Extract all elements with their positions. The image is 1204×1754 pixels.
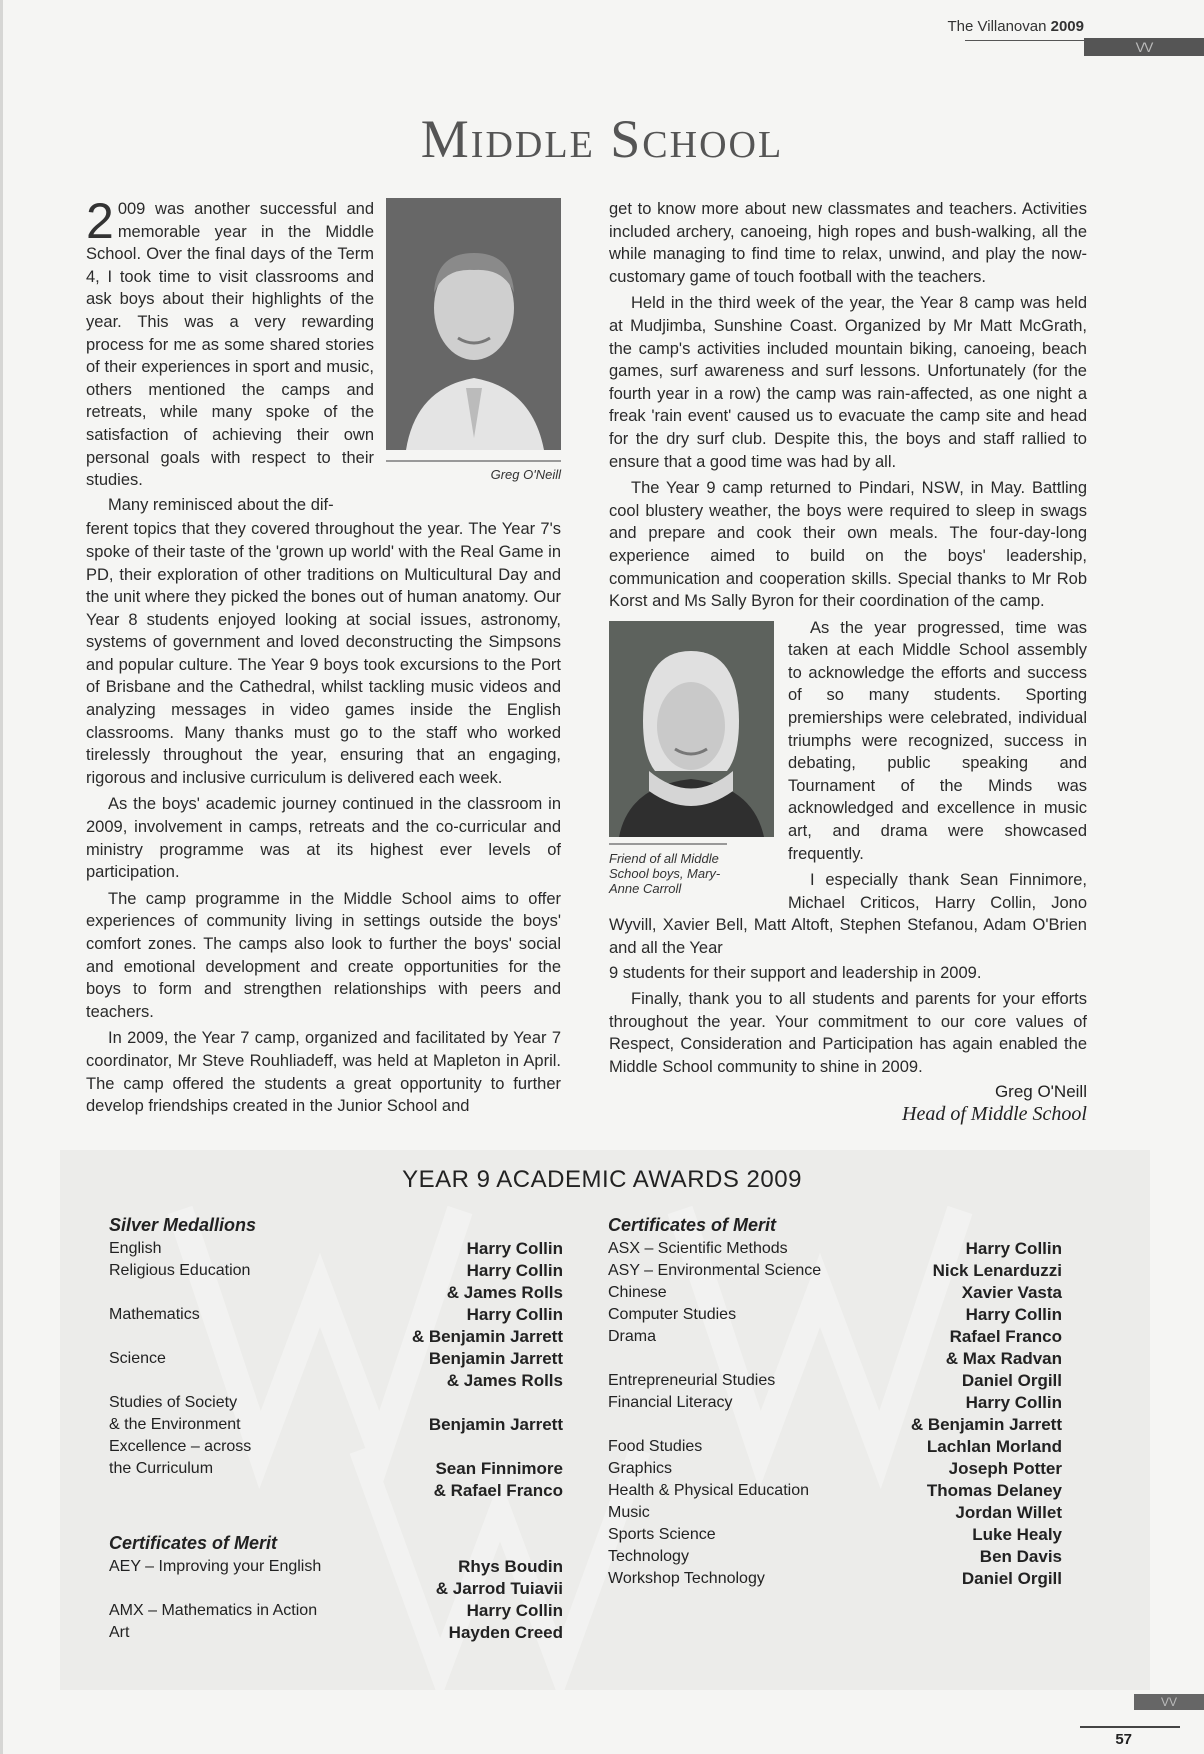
photo2-caption: Friend of all Middle School boys, Mary-Anne Carroll	[609, 850, 721, 896]
footer-logo: VV	[1134, 1694, 1204, 1710]
page-title: Middle School	[420, 109, 784, 169]
award-subject: Drama	[608, 1328, 657, 1345]
award-subject: Technology	[608, 1548, 689, 1565]
award-row	[608, 1370, 1062, 1392]
award-winner: Thomas Delaney	[926, 1481, 1062, 1500]
award-winner: Nick Lenarduzzi	[932, 1261, 1062, 1280]
award-row	[109, 1238, 563, 1260]
award-row	[608, 1392, 1062, 1436]
award-row	[608, 1502, 1062, 1524]
award-winner: Harry Collin	[466, 1239, 563, 1258]
header-logo: VV	[1084, 38, 1204, 56]
award-row	[608, 1480, 1062, 1502]
paragraph-10a: I especially thank Sean Finnimore, Michael Criticos, Harry Collin, Jono Wyvill, Xavier Bell, Matt Altoft, Stephen Stefanou, Adam O'Brien and all the Year	[609, 871, 1087, 957]
award-winner: Daniel Orgill	[961, 1371, 1062, 1390]
award-winner: Benjamin Jarrett & James Rolls	[428, 1349, 563, 1390]
award-winner: Harry Collin	[965, 1239, 1062, 1258]
award-winner: Ben Davis	[979, 1547, 1062, 1566]
award-winner: Harry Collin & Benjamin Jarrett	[411, 1305, 563, 1346]
paragraph-7: Held in the third week of the year, the Year 8 camp was held at Mudjimba, Sunshine Coast. Organized by Mr Matt McGrath, the camp's activities included mountain biking, canoeing, beach games, surf awareness and surf lessons. Unfortunately (for the fourth year in a row) the camp was rain-affected, as one night a freak 'rain event' caused us to evacuate the camp site and head for the dry surf club. Despite this, the boys and staff rallied to ensure that a good time was had by all.	[609, 294, 1087, 471]
award-winner: Harry Collin & Benjamin Jarrett	[910, 1393, 1062, 1434]
certificates-left-heading: Certificates of Merit	[109, 1533, 278, 1553]
award-subject: AMX – Mathematics in Action	[109, 1602, 318, 1619]
award-subject: Health & Physical Education	[608, 1482, 809, 1499]
award-row	[608, 1238, 1062, 1260]
award-subject: Religious Education	[109, 1262, 251, 1279]
publication-name: The Villanovan	[947, 18, 1047, 35]
award-subject: Mathematics	[109, 1306, 200, 1323]
page-edge	[0, 0, 3, 1754]
award-winner: Daniel Orgill	[961, 1569, 1062, 1588]
award-subject: Financial Literacy	[608, 1394, 733, 1411]
portrait-woman-icon	[609, 621, 774, 837]
award-row	[109, 1260, 563, 1304]
publication-year: 2009	[1050, 18, 1084, 35]
paragraph-10b: 9 students for their support and leadership in 2009.	[609, 963, 982, 982]
award-row	[608, 1436, 1062, 1458]
award-row	[608, 1524, 1062, 1546]
award-winner: Harry Collin	[965, 1305, 1062, 1324]
award-row	[608, 1260, 1062, 1282]
award-subject: Science	[109, 1350, 166, 1367]
certificates-right-heading: Certificates of Merit	[608, 1215, 777, 1235]
silver-medallions-heading: Silver Medallions	[109, 1215, 257, 1235]
award-winner: Hayden Creed	[448, 1623, 563, 1642]
award-winner: Jordan Willet	[955, 1503, 1062, 1522]
award-subject: Excellence – across the Curriculum	[109, 1438, 252, 1477]
silver-medallions-list	[109, 1238, 563, 1502]
award-row	[608, 1546, 1062, 1568]
award-subject: Chinese	[608, 1284, 667, 1301]
award-subject: ASX – Scientific Methods	[608, 1240, 788, 1257]
paragraph-2a: Many reminisced about the dif-	[108, 495, 334, 514]
paragraph-6: get to know more about new classmates and teachers. Activities included archery, canoeing, high ropes and bush-walking, all the while managing to find time to relax, unwind, and play the now-customary game of touch football with the teachers.	[609, 200, 1087, 286]
award-subject: English	[109, 1240, 162, 1257]
award-subject: Food Studies	[608, 1438, 703, 1455]
award-row	[109, 1622, 563, 1644]
photo2-block	[609, 621, 774, 913]
intro-paragraph: 009 was another successful and memorable year in the Middle School. Over the final days of the Term 4, I took time to visit classrooms and ask boys about their highlights of the year. This was a very rewarding process for me as some shared stories of their experiences in sport and music, others mentioned the camps and retreats, while many spoke of the satisfaction of achieving their own personal goals with respect to their studies.	[86, 200, 374, 490]
running-header	[947, 18, 1084, 35]
paragraph-11: Finally, thank you to all students and parents for your efforts throughout the year. Your commitment to our core values of Respect, Consideration and Participation has again enabled the Middle School community to shine in 2009.	[609, 990, 1087, 1076]
award-subject: ASY – Environmental Science	[608, 1262, 822, 1279]
award-row	[109, 1392, 563, 1436]
award-winner: Luke Healy	[972, 1525, 1062, 1544]
award-winner: Joseph Potter	[948, 1459, 1062, 1478]
award-subject: Studies of Society & the Environment	[109, 1394, 241, 1433]
page-number: 57	[1115, 1731, 1132, 1748]
award-row	[608, 1282, 1062, 1304]
award-winner: Rhys Boudin & Jarrod Tuiavii	[435, 1557, 563, 1598]
signoff-role: Head of Middle School	[902, 1102, 1087, 1125]
photo-greg-oneill	[386, 198, 561, 450]
award-row	[608, 1304, 1062, 1326]
award-row	[608, 1568, 1062, 1590]
paragraph-4: The camp programme in the Middle School aims to offer experiences of community living in settings outside the boys' comfort zones. The camps also look to further the boys' social and emotional development and create opportunities for the boys to form and strengthen relationships with peers and teachers.	[86, 889, 561, 1021]
awards-right-column	[608, 1212, 1062, 1590]
certificates-left-list	[109, 1556, 563, 1644]
paragraph-5: In 2009, the Year 7 camp, organized and facilitated by Year 7 coordinator, Mr Steve Rouhliadeff, was held at Mapleton in April. The camp offered the students a great opportunity to further develop friendships created in the Junior School and	[86, 1029, 561, 1116]
portrait-man-icon	[386, 198, 561, 450]
award-row	[109, 1600, 563, 1622]
award-subject: Computer Studies	[608, 1306, 737, 1323]
award-subject: Graphics	[608, 1460, 673, 1477]
award-subject: Entrepreneurial Studies	[608, 1372, 776, 1389]
certificates-right-list	[608, 1238, 1062, 1590]
column-right	[609, 198, 1087, 1126]
award-subject: Art	[109, 1624, 130, 1641]
award-winner: Harry Collin	[466, 1601, 563, 1620]
photo-mary-anne-carroll	[609, 621, 774, 837]
paragraph-9: As the year progressed, time was taken at each Middle School assembly to acknowledge the efforts and success of so many students. Sporting premierships were celebrated, individual triumphs were recognized, success in debating, public speaking and Tournament of the Minds was acknowledged and excellence in music art, and drama were showcased frequently.	[788, 618, 1087, 863]
award-winner: Xavier Vasta	[961, 1283, 1062, 1302]
awards-title: YEAR 9 ACADEMIC AWARDS 2009	[402, 1166, 802, 1193]
award-subject: Sports Science	[608, 1526, 716, 1543]
photo1-block	[386, 198, 561, 498]
award-row	[109, 1556, 563, 1600]
award-row	[109, 1436, 563, 1502]
awards-left-column	[109, 1212, 563, 1644]
column-left	[86, 193, 561, 1120]
award-subject: Workshop Technology	[608, 1570, 765, 1587]
award-row	[608, 1326, 1062, 1370]
award-subject: Music	[608, 1504, 650, 1521]
signoff-role-wrap	[609, 1103, 1087, 1126]
dropcap: 2	[86, 193, 114, 249]
paragraph-3: As the boys' academic journey continued in the classroom in 2009, involvement in camps, retreats and the co-curricular and ministry programme was at its highest ever levels of participation.	[86, 795, 561, 882]
award-winner: Lachlan Morland	[926, 1437, 1062, 1456]
paragraph-2b: ferent topics that they covered throughout the year. The Year 7's spoke of their taste of the 'grown up world' with the Real Game in PD, their exploration of other traditions on Multicultural Day and the unit where they picked the bones out of human anatomy. Our Year 8 students enjoyed looking at social issues, astronomy, systems of government and loved deconstructing the Simpsons and popular culture. The Year 9 boys took excursions to the Port of Brisbane and the Cathedral, whilst tackling music videos and analyzing messages in video games inside the English classrooms. Many thanks must go to the staff who worked tirelessly throughout the year, ensuring that an engaging, rigorous and inclusive curriculum is delivered each week.	[86, 520, 561, 787]
award-winner: Benjamin Jarrett	[428, 1415, 563, 1434]
award-row	[109, 1348, 563, 1392]
signoff-name: Greg O'Neill	[994, 1081, 1087, 1101]
award-row	[109, 1304, 563, 1348]
footer-rule	[1080, 1726, 1180, 1728]
award-winner: Rafael Franco & Max Radvan	[945, 1327, 1062, 1368]
award-winner: Sean Finnimore & Rafael Franco	[433, 1459, 563, 1500]
award-winner: Harry Collin & James Rolls	[446, 1261, 563, 1302]
paragraph-8: The Year 9 camp returned to Pindari, NSW, in May. Battling cool blustery weather, the boys were required to sleep in swags and prepare and cook their own meals. The four-day-long experience aimed to build on the boys' leadership, communication and cooperation skills. Special thanks to Mr Rob Korst and Ms Sally Byron for their coordination of the camp.	[609, 479, 1087, 611]
award-row	[608, 1458, 1062, 1480]
photo1-caption: Greg O'Neill	[490, 467, 561, 482]
award-subject: AEY – Improving your English	[109, 1558, 322, 1575]
